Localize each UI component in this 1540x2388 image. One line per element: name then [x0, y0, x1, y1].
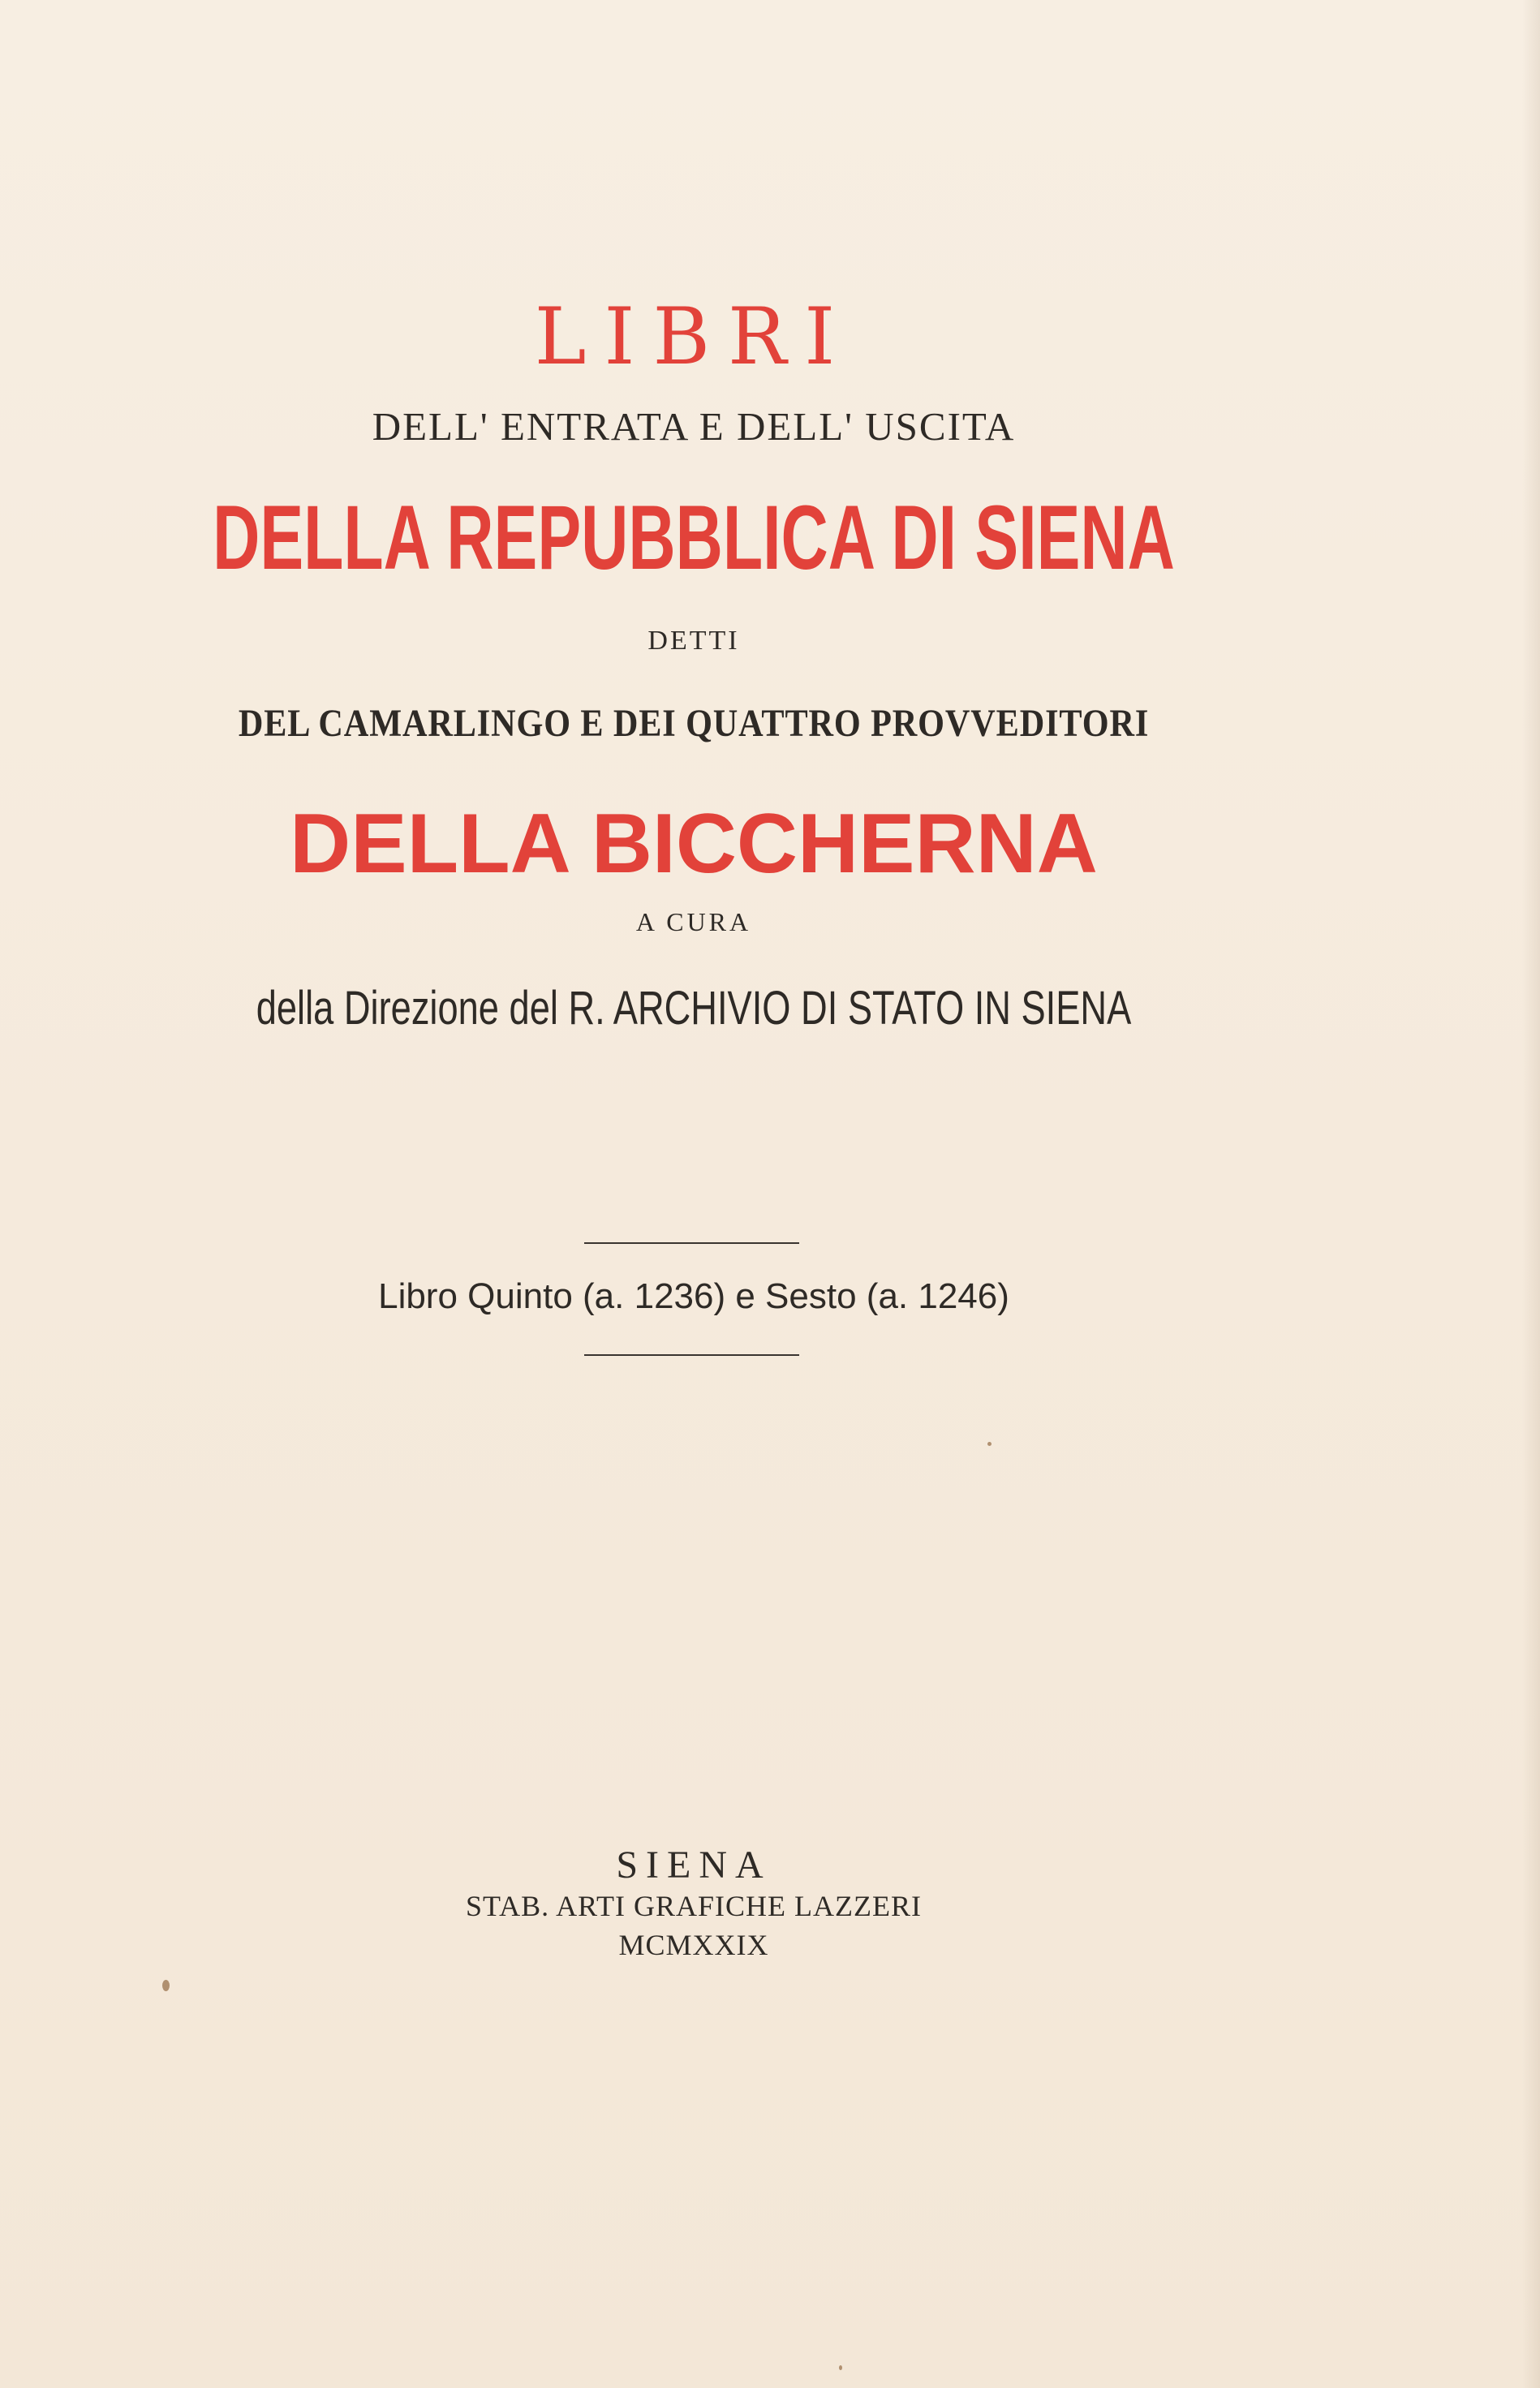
- subtitle-entrata-uscita: DELL' ENTRATA E DELL' USCITA: [372, 404, 1016, 449]
- title-libri: LIBRI: [534, 291, 854, 382]
- imprint-city: SIENA: [616, 1844, 772, 1887]
- detti-label: DETTI: [647, 626, 740, 656]
- title-repubblica-di-siena: DELLA REPUBBLICA DI SIENA: [213, 487, 1175, 588]
- title-biccherna: DELLA BICCHERNA: [290, 797, 1098, 891]
- volume-line: Libro Quinto (a. 1236) e Sesto (a. 1246): [378, 1276, 1009, 1316]
- imprint-printer: STAB. ARTI GRAFICHE LAZZERI: [466, 1890, 922, 1922]
- subtitle-camarlingo: DEL CAMARLINGO E DEI QUATTRO PROVVEDITORI: [238, 702, 1150, 745]
- top-divider-rule: [584, 1242, 799, 1244]
- bottom-divider-rule: [584, 1354, 799, 1356]
- a-cura-label: A CURA: [635, 907, 752, 936]
- imprint-year: MCMXXIX: [618, 1929, 769, 1961]
- paper-speck: [162, 1980, 170, 1991]
- paper-speck: [839, 2365, 842, 2370]
- editor-line: della Direzione del R. ARCHIVIO DI STATO IN SIENA: [256, 982, 1132, 1035]
- paper-speck: [987, 1442, 992, 1446]
